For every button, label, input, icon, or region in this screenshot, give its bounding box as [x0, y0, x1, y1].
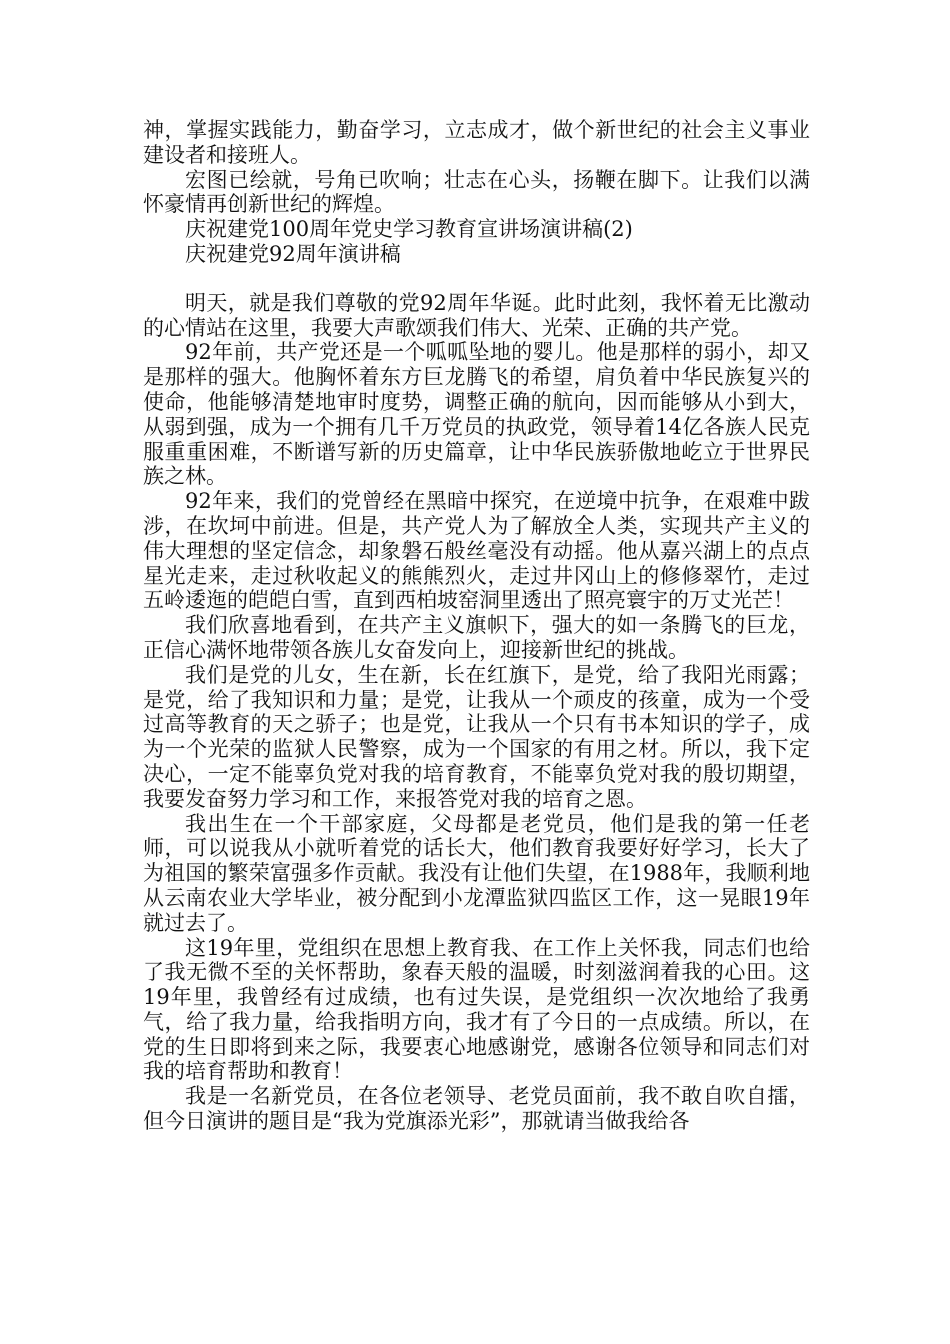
speech-heading-2: 庆祝建党92周年演讲稿 [185, 241, 401, 266]
paragraph: 92年前，共产党还是一个呱呱坠地的婴儿。他是那样的弱小，却又是那样的强大。他胸怀着东方巨龙腾飞的希望，肩负着中华民族复兴的使命，他能够清楚地审时度势，调整正确的航向，因而能够从小到大，从弱到强，成为一个拥有几千万党员的执政党，领导着14亿各族人民克服重重困难，不断谱写新的历史篇章，让中华民族骄傲地屹立于世界民族之林。 [143, 340, 810, 489]
paragraph: 宏图已绘就，号角已吹响；壮志在心头，扬鞭在脚下。让我们以满怀豪情再创新世纪的辉煌。 [143, 167, 810, 217]
paragraph: 92年来，我们的党曾经在黑暗中探究，在逆境中抗争，在艰难中跋涉，在坎坷中前进。但是，共产党人为了解放全人类，实现共产主义的伟大理想的坚定信念，却象磐石般丝毫没有动摇。他从嘉兴湖上的点点星光走来，走过秋收起义的熊熊烈火，走过井冈山上的修修翠竹，走过五岭逶迤的皑皑白雪，直到西柏坡窑洞里透出了照亮寰宇的万丈光芒！ [143, 489, 810, 613]
document-page [143, 118, 810, 1134]
speech-heading-1: 庆祝建党100周年党史学习教育宣讲场演讲稿(2) [185, 217, 633, 242]
paragraph-continued: 神，掌握实践能力，勤奋学习，立志成才，做个新世纪的社会主义事业建设者和接班人。 [143, 118, 810, 167]
paragraph: 我出生在一个干部家庭，父母都是老党员，他们是我的第一任老师，可以说我从小就听着党的话长大，他们教育我要好好学习，长大了为祖国的繁荣富强多作贡献。我没有让他们失望，在1988年，我顺利地从云南农业大学毕业，被分配到小龙潭监狱四监区工作，这一晃眼19年就过去了。 [143, 811, 810, 935]
paragraph: 我们是党的儿女，生在新，长在红旗下，是党，给了我阳光雨露；是党，给了我知识和力量；是党，让我从一个顽皮的孩童，成为一个受过高等教育的天之骄子；也是党，让我从一个只有书本知识的学子，成为一个光荣的监狱人民警察，成为一个国家的有用之材。所以，我下定决心，一定不能辜负党对我的培育教育，不能辜负党对我的殷切期望，我要发奋努力学习和工作，来报答党对我的培育之恩。 [143, 662, 810, 811]
paragraph: 这19年里，党组织在思想上教育我、在工作上关怀我，同志们也给了我无微不至的关怀帮助，象春天般的温暖，时刻滋润着我的心田。这19年里，我曾经有过成绩，也有过失误，是党组织一次次地给了我勇气，给了我力量，给我指明方向，我才有了今日的一点成绩。所以，在党的生日即将到来之际，我要衷心地感谢党，感谢各位领导和同志们对我的培育帮助和教育！ [143, 935, 810, 1084]
blank-line [143, 267, 810, 291]
paragraph: 我是一名新党员，在各位老领导、老党员面前，我不敢自吹自擂，但今日演讲的题目是“我为党旗添光彩”，那就请当做我给各 [143, 1084, 810, 1134]
paragraph: 我们欣喜地看到，在共产主义旗帜下，强大的如一条腾飞的巨龙，正信心满怀地带领各族儿女奋发向上，迎接新世纪的挑战。 [143, 613, 810, 662]
paragraph: 明天，就是我们尊敬的党92周年华诞。此时此刻，我怀着无比激动的心情站在这里，我要大声歌颂我们伟大、光荣、正确的共产党。 [143, 290, 810, 340]
